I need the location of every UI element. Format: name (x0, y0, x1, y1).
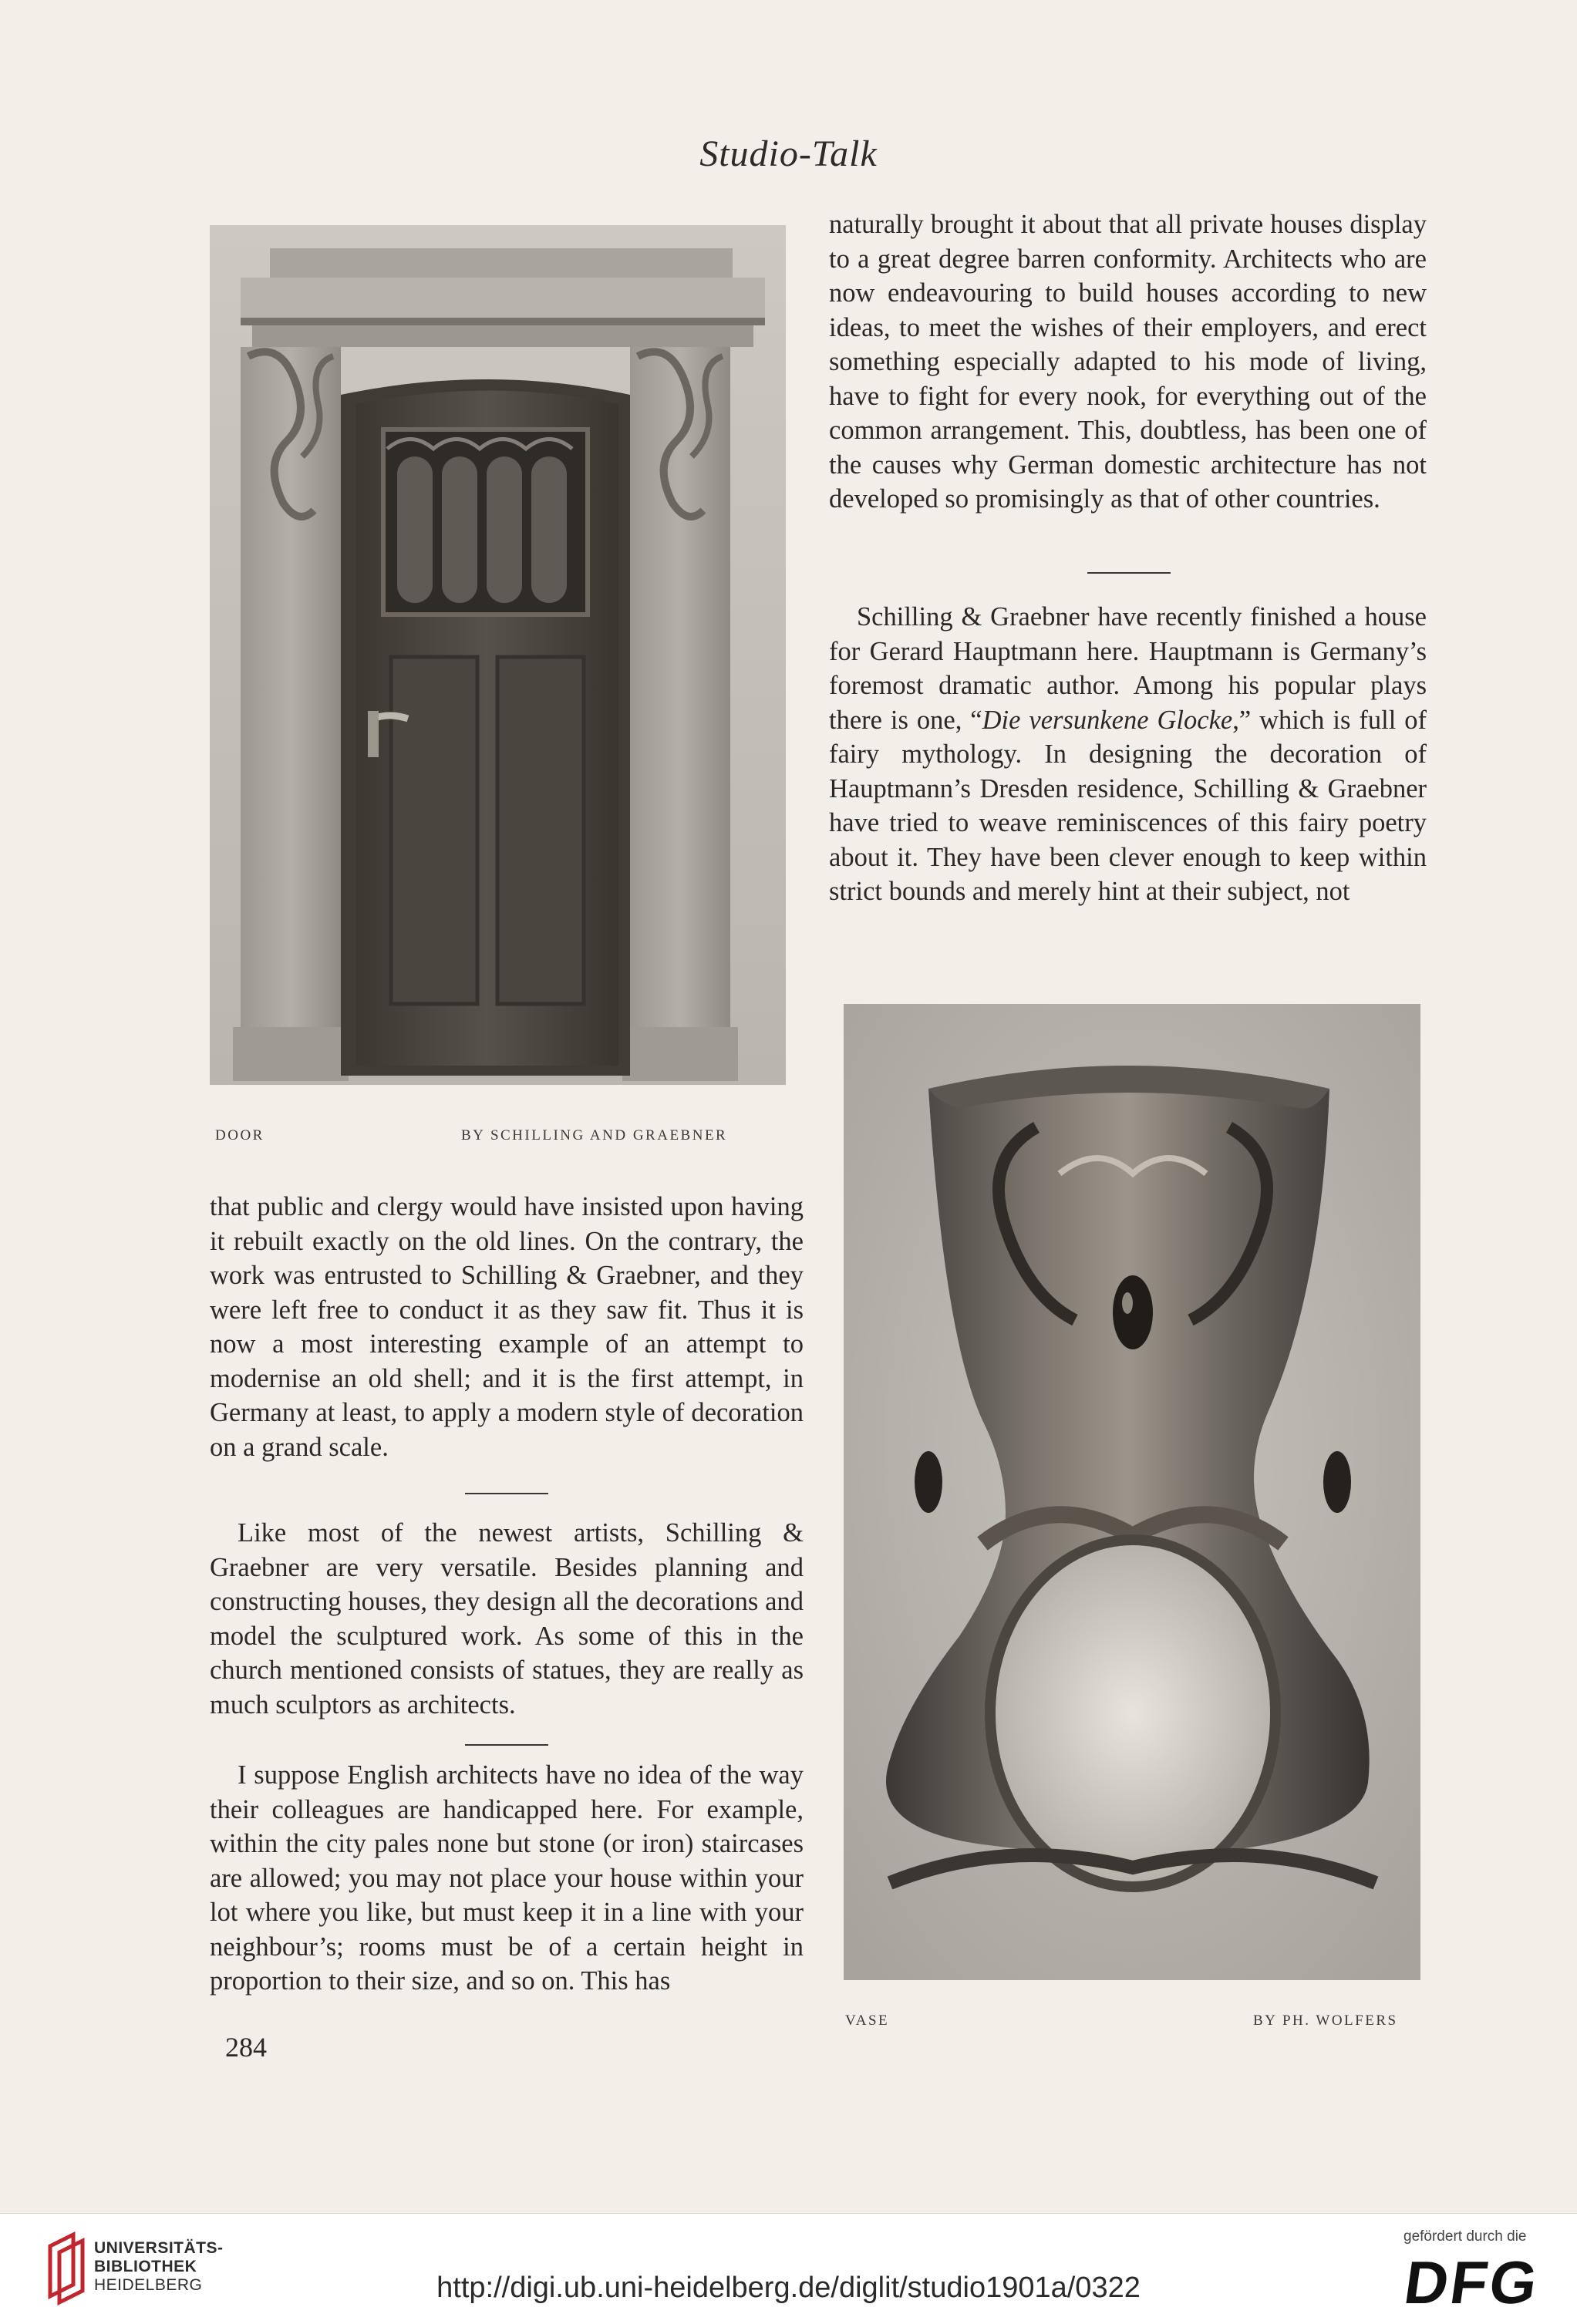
section-divider (1087, 572, 1171, 574)
vase-illustration (844, 1004, 1420, 1980)
door-plate (210, 225, 786, 1085)
section-divider (465, 1744, 548, 1746)
funded-by-text: gefördert durch die (1403, 2228, 1527, 2245)
vase-plate (844, 1004, 1420, 1980)
section-divider (465, 1493, 548, 1494)
right-column-paragraph-2 (829, 600, 1427, 909)
library-name-line-3: HEIDELBERG (94, 2276, 203, 2294)
left-column-paragraph-2: Like most of the newest artists, Schilling & Graebner are very versatile. Besides planning and constructing houses, they design all the decorations and model the sculptured work. As some of this in the church mentioned consists of statues, they are really as much sculptors as architects. (210, 1518, 804, 1719)
play-title: Die versunkene Glocke (982, 705, 1233, 735)
left-column-paragraph-1: that public and clergy would have insisted upon having it rebuilt exactly on the old lines. On the contrary, the work was entrusted to Schilling & Graebner, and they were left free to conduct it as they saw fit. Thus it is now a most interesting example of an attempt to modernise an old shell; and it is the first attempt, in Germany at least, to apply a modern style of decoration on a grand scale. (210, 1192, 804, 1462)
door-caption-credit: BY SCHILLING AND GRAEBNER (461, 1127, 728, 1143)
digitization-footer (0, 2213, 1577, 2324)
source-url-link[interactable]: http://digi.ub.uni-heidelberg.de/diglit/studio1901a/0322 (436, 2272, 1141, 2304)
library-name-line-2: BIBLIOTHEK (94, 2258, 197, 2275)
door-illustration (210, 225, 786, 1085)
door-caption-label: DOOR (215, 1127, 265, 1143)
vase-caption-label: VASE (845, 2012, 890, 2029)
left-column-paragraph-3: I suppose English architects have no idea of the way their colleagues are handicapped here. For example, within the city pales none but stone (or iron) staircases are allowed; you may not place your house within your lot where you like, but must keep it in a line with your neighbour’s; rooms must be of a certain height in proportion to their size, and so on. This has (210, 1760, 804, 1996)
paragraph-text: Schilling & Graebner have recently finished a house for Gerard Hauptmann here. Hauptmann is Germany’s foremost dramatic author. Among his popular plays there is one, “ (829, 602, 1427, 735)
library-name-line-1: UNIVERSITÄTS- (94, 2239, 224, 2257)
dfg-logo: DFG (1400, 2248, 1544, 2316)
vase-caption-credit: BY PH. WOLFERS (1253, 2012, 1398, 2029)
right-column-paragraph-1: naturally brought it about that all private houses display to a great degree barren conformity. Architects who are now endeavouring to build houses according to new ideas, to meet the wishes of their employers, and erect something especially adapted to his mode of living, have to fight for every nook, for everything out of the common arrangement. This, doubtless, has been one of the causes why German domestic architecture has not developed so promisingly as that of other countries. (829, 210, 1427, 514)
page-number: 284 (225, 2032, 267, 2063)
paragraph-text: ,” which is full of fairy mythology. In designing the decoration of Hauptmann’s Dresden residence, Schilling & Graebner have tried to weave reminiscences of this fairy poetry about it. They have been clever enough to keep within strict bounds and merely hint at their subject, not (829, 705, 1427, 906)
running-header: Studio-Talk (699, 133, 878, 174)
